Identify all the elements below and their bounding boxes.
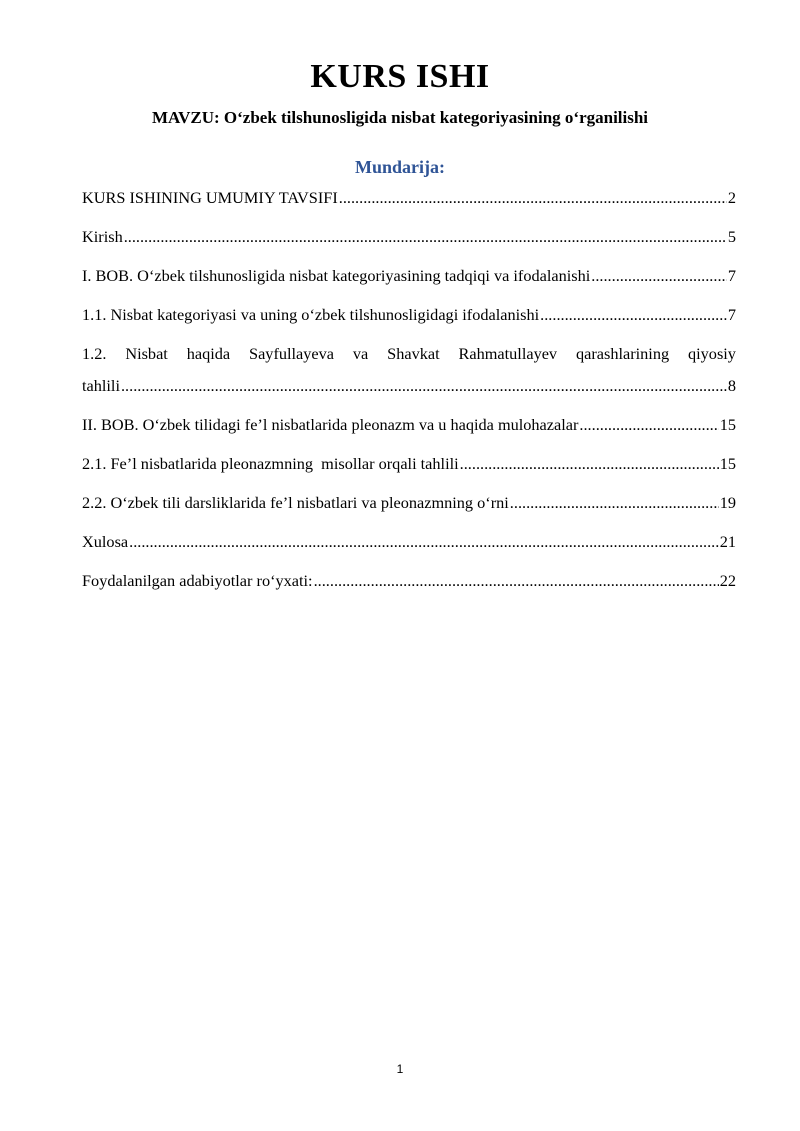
toc-entry-text: Kirish <box>82 227 123 246</box>
toc-entry-text: 2.1. Fe’l nisbatlarida pleonazmning misollar orqali tahlili <box>82 454 459 473</box>
toc-entry-text: Xulosa <box>82 532 129 551</box>
toc-entry-page: 5 <box>727 227 736 246</box>
table-of-contents <box>82 188 736 610</box>
toc-entry-page: 8 <box>727 376 736 395</box>
toc-entry-text: Foydalanilgan adabiyotlar ro‘yxati: <box>82 571 313 590</box>
toc-entry-text: II. BOB. O‘zbek tilidagi fe’l nisbatlarida pleonazm va u haqida mulohazalar <box>82 415 579 434</box>
toc-entry-word: Sayfullayeva <box>249 344 335 363</box>
toc-leader-dots <box>339 188 727 208</box>
toc-entry[interactable] <box>82 454 736 474</box>
toc-entry[interactable] <box>82 415 736 435</box>
toc-entry-word: va <box>352 344 369 363</box>
toc-entry-page: 22 <box>719 571 736 590</box>
toc-entry-line2 <box>82 376 736 396</box>
toc-entry-word: Shavkat <box>387 344 440 363</box>
toc-leader-dots <box>510 493 719 513</box>
toc-entry[interactable] <box>82 493 736 513</box>
toc-entry-page: 7 <box>727 266 736 285</box>
toc-entry[interactable] <box>82 188 736 208</box>
toc-leader-dots <box>460 454 719 474</box>
toc-entry-text: 1.1. Nisbat kategoriyasi va uning o‘zbek tilshunosligidagi ifodalanishi <box>82 305 540 324</box>
toc-entry-text: 2.2. O‘zbek tili darsliklarida fe’l nisbatlari va pleonazmning o‘rni <box>82 493 509 512</box>
toc-entry-page: 15 <box>719 415 736 434</box>
toc-entry[interactable] <box>82 266 736 286</box>
toc-entry-page: 15 <box>719 454 736 473</box>
page-number: 1 <box>396 1062 404 1076</box>
toc-entry-word: qiyosiy <box>688 344 736 363</box>
toc-entry[interactable] <box>82 571 736 591</box>
toc-entry-word: Rahmatullayev <box>458 344 558 363</box>
toc-leader-dots <box>579 415 718 435</box>
toc-heading: Mundarija: <box>355 157 445 177</box>
toc-entry-word: 1.2. <box>82 344 107 363</box>
toc-leader-dots <box>121 376 727 396</box>
toc-entry-word: Nisbat <box>125 344 168 363</box>
toc-entry[interactable] <box>82 532 736 552</box>
document-title: KURS ISHI <box>310 58 490 95</box>
toc-entry-word: qarashlarining <box>575 344 670 363</box>
toc-leader-dots <box>540 305 727 325</box>
toc-entry-page: 21 <box>719 532 736 551</box>
toc-entry-text: I. BOB. O‘zbek tilshunosligida nisbat kategoriyasining tadqiqi va ifodalanishi <box>82 266 591 285</box>
toc-leader-dots <box>591 266 727 286</box>
document-subtitle: MAVZU: O‘zbek tilshunosligida nisbat kategoriyasining o‘rganilishi <box>151 108 649 127</box>
toc-entry-text-line1 <box>82 344 736 364</box>
toc-entry[interactable] <box>82 305 736 325</box>
toc-leader-dots <box>314 571 719 591</box>
toc-entry-page: 2 <box>727 188 736 207</box>
toc-entry-page: 19 <box>719 493 736 512</box>
toc-entry-text-line2: tahlili <box>82 376 120 395</box>
toc-entry-word: haqida <box>186 344 231 363</box>
toc-entry-text: KURS ISHINING UMUMIY TAVSIFI <box>82 188 338 207</box>
toc-entry-page: 7 <box>727 305 736 324</box>
toc-entry[interactable] <box>82 227 736 247</box>
toc-leader-dots <box>124 227 727 247</box>
toc-entry[interactable] <box>82 344 736 396</box>
toc-leader-dots <box>129 532 719 552</box>
